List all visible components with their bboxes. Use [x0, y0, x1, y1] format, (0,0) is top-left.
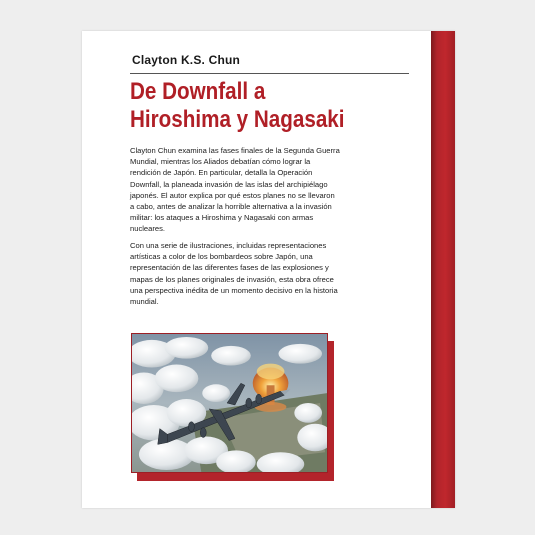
book-back-cover [82, 31, 455, 508]
title-line-1: De Downfall a [130, 78, 266, 105]
cover-illustration [131, 333, 328, 479]
title-line-2: Hiroshima y Nagasaki [130, 106, 345, 133]
book-title [130, 78, 379, 134]
title-divider [130, 73, 409, 74]
author-name: Clayton K.S. Chun [132, 53, 241, 67]
description-paragraph-1: Clayton Chun examina las fases finales de la Segunda Guerra Mundial, mientras los Aliados debatían cómo lograr la rendición de Japón. En particular, detalla la Operación Downfall, la planeada invasión de las islas del archipiélago japonés. El autor explica por qué estos planes no se llevaron a cabo, antes de analizar la horrible alternativa a la invasión militar: los ataques a Hiroshima y Nagasaki con armas nucleares. [130, 146, 340, 234]
bomber-over-clouds-illustration [131, 333, 328, 473]
book-spine [431, 31, 455, 508]
description-paragraph-2: Con una serie de ilustraciones, incluidas representaciones artísticas a color de los bombardeos sobre Japón, una representación de las diferentes fases de las explosiones y mapas de los planes originales de invasión, esta obra ofrece una perspectiva inédita de un momento decisivo en la historia mundial. [130, 241, 338, 307]
